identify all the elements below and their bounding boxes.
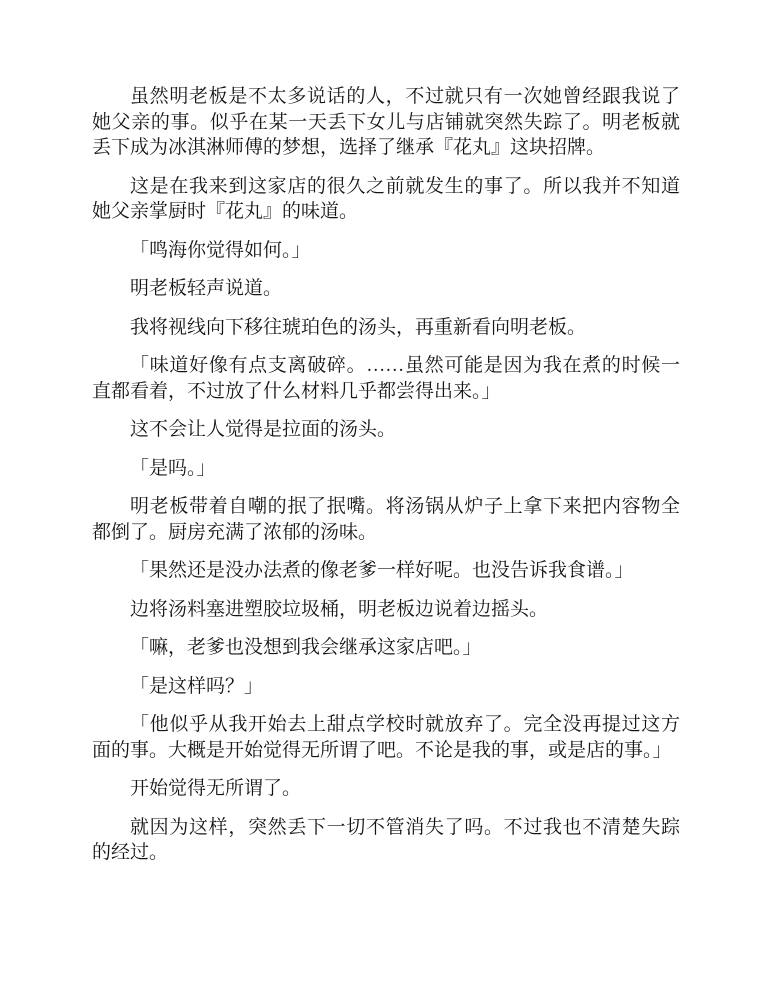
paragraph-16: 就因为这样，突然丢下一切不管消失了吗。不过我也不清楚失踪的经过。 — [92, 816, 680, 863]
paragraph-12-dialogue: 「嘛，老爹也没想到我会继承这家店吧。」 — [130, 637, 482, 658]
paragraph-8-dialogue: 「是吗。」 — [130, 457, 216, 479]
paragraph-9: 明老板带着自嘲的抿了抿嘴。将汤锅从炉子上拿下来把内容物全都倒了。厨房充满了浓郁的汤味。 — [92, 496, 680, 543]
novel-text-body — [92, 84, 680, 866]
paragraph-13-dialogue: 「是这样吗？」 — [130, 675, 264, 697]
paragraph-14-dialogue: 「他似乎从我开始去上甜点学校时就放弃了。完全没再提过这方面的事。大概是开始觉得无所谓了吧。不论是我的事，或是店的事。」 — [92, 714, 680, 761]
paragraph-15: 开始觉得无所谓了。 — [130, 778, 302, 799]
paragraph-5: 我将视线向下移往琥珀色的汤头，再重新看向明老板。 — [130, 316, 587, 338]
paragraph-2: 这是在我来到这家店的很久之前就发生的事了。所以我并不知道她父亲掌厨时『花丸』的味道。 — [92, 175, 680, 222]
paragraph-3-dialogue: 「鸣海你觉得如何。」 — [130, 239, 311, 261]
paragraph-6-dialogue: 「味道好像有点支离破碎。……虽然可能是因为我在煮的时候一直都看着，不过放了什么材料几乎都尝得出来。」 — [92, 355, 680, 402]
paragraph-4: 明老板轻声说道。 — [130, 278, 283, 299]
paragraph-10-dialogue: 「果然还是没办法煮的像老爹一样好呢。也没告诉我食谱。」 — [130, 560, 634, 581]
paragraph-7: 这不会让人觉得是拉面的汤头。 — [130, 419, 397, 440]
paragraph-11: 边将汤料塞进塑胶垃圾桶，明老板边说着边摇头。 — [130, 598, 549, 620]
paragraph-1: 虽然明老板是不太多说话的人，不过就只有一次她曾经跟我说了她父亲的事。似乎在某一天丢下女儿与店铺就突然失踪了。明老板就丢下成为冰淇淋师傅的梦想，选择了继承『花丸』这块招牌。 — [92, 86, 680, 158]
